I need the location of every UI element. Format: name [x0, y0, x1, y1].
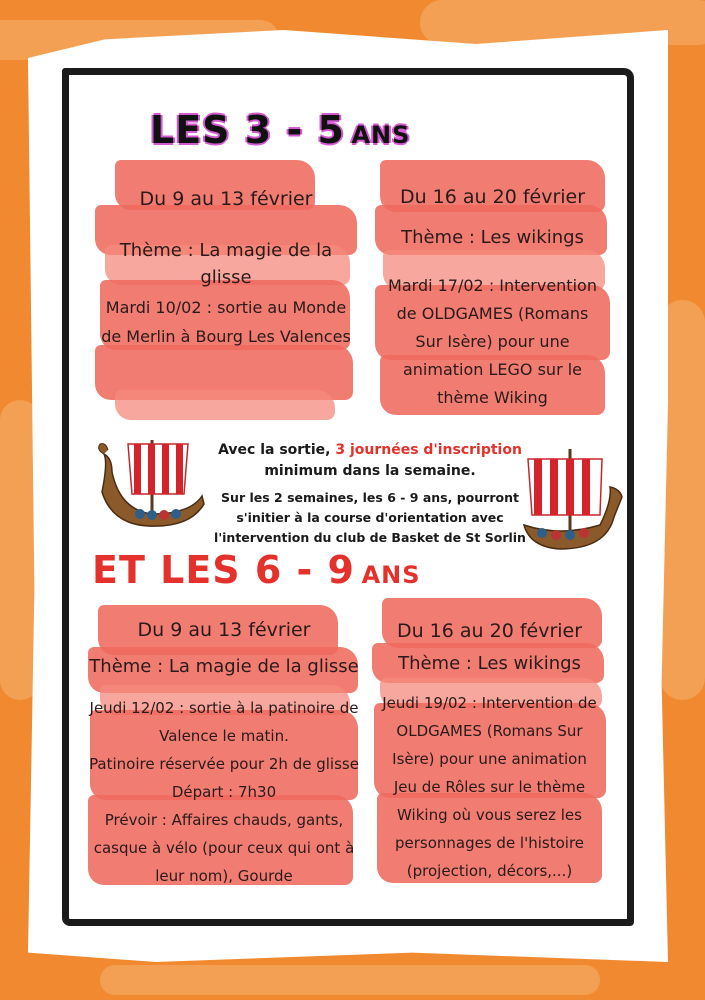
- section-1-title-suffix: ANS: [351, 121, 411, 149]
- notice-line-3: Sur les 2 semaines, les 6 - 9 ans, pourront: [221, 490, 519, 505]
- card-activity-line: casque à vélo (pour ceux qui ont à: [93, 839, 355, 857]
- notice-line-5: l'intervention du club de Basket de St Sorlin: [214, 530, 526, 545]
- card-theme: Thème : La magie de la glisse: [119, 240, 333, 288]
- card-theme: Thème : Les wikings: [401, 227, 584, 248]
- card-activity-line: leur nom), Gourde: [155, 867, 293, 885]
- card-activity-line: Valence le matin.: [159, 727, 289, 745]
- card-activity-line: thème Wiking: [437, 388, 548, 407]
- card-theme: Thème : Les wikings: [398, 653, 581, 674]
- orientation-notice: [205, 488, 535, 548]
- viking-ship-right-icon: [520, 445, 630, 555]
- card-activity-line: Jeudi 12/02 : sortie à la patinoire de: [89, 699, 359, 717]
- card-activity-line: de OLDGAMES (Romans: [396, 304, 589, 323]
- card-activity-line: Prévoir : Affaires chauds, gants,: [104, 811, 344, 829]
- card-activity-line: Jeudi 19/02 : Intervention de: [382, 694, 597, 712]
- card-activity-line: Mardi 17/02 : Intervention: [388, 276, 597, 295]
- card-activity-line: animation LEGO sur le: [402, 360, 583, 379]
- card-3-5-week-1: [95, 160, 357, 425]
- card-activity-line: Sur Isère) pour une: [415, 332, 570, 351]
- card-activity-line: (projection, décors,...): [406, 862, 573, 880]
- card-activity-line: Patinoire réservée pour 2h de glisse: [89, 755, 359, 773]
- notice-line-1-prefix: Avec la sortie,: [218, 442, 336, 458]
- card-3-5-week-2: [375, 160, 610, 425]
- card-activity-line: personnages de l'histoire: [394, 834, 585, 852]
- section-2-title: [92, 548, 421, 592]
- card-activity-line: Isère) pour une animation: [392, 750, 587, 768]
- brush-stroke: [115, 390, 335, 420]
- notice-line-4: s'initier à la course d'orientation avec: [236, 510, 504, 525]
- card-dates: Du 16 au 20 février: [396, 620, 583, 642]
- card-dates: Du 16 au 20 février: [399, 186, 586, 208]
- card-theme: Thème : La magie de la glisse: [89, 656, 359, 677]
- card-dates: Du 9 au 13 février: [137, 619, 311, 641]
- notice-line-1: [205, 440, 535, 461]
- section-1-title: [150, 108, 410, 152]
- section-2-title-main: ET LES 6 - 9: [92, 548, 355, 592]
- registration-notice: [205, 440, 535, 482]
- notice-accent: 3 journées d'inscription: [335, 442, 522, 458]
- section-2-title-suffix: ANS: [361, 561, 421, 589]
- section-1-title-main: LES 3 - 5: [150, 108, 345, 152]
- notice-line-2: minimum dans la semaine.: [264, 463, 476, 479]
- card-6-9-week-1: [88, 605, 360, 890]
- card-activity-line: Départ : 7h30: [171, 783, 277, 801]
- card-activity-line: Wiking où vous serez les: [397, 806, 582, 824]
- card-dates: Du 9 au 13 février: [139, 188, 313, 210]
- card-activity-line: OLDGAMES (Romans Sur: [396, 722, 583, 740]
- card-6-9-week-2: [372, 598, 607, 888]
- bg-streak: [100, 965, 600, 995]
- viking-ship-left-icon: [90, 432, 210, 532]
- card-activity-line: Jeu de Rôles sur le thème: [393, 778, 586, 796]
- card-activity-line: Mardi 10/02 : sortie au Monde: [105, 298, 347, 317]
- card-activity-line: de Merlin à Bourg Les Valences: [101, 327, 351, 346]
